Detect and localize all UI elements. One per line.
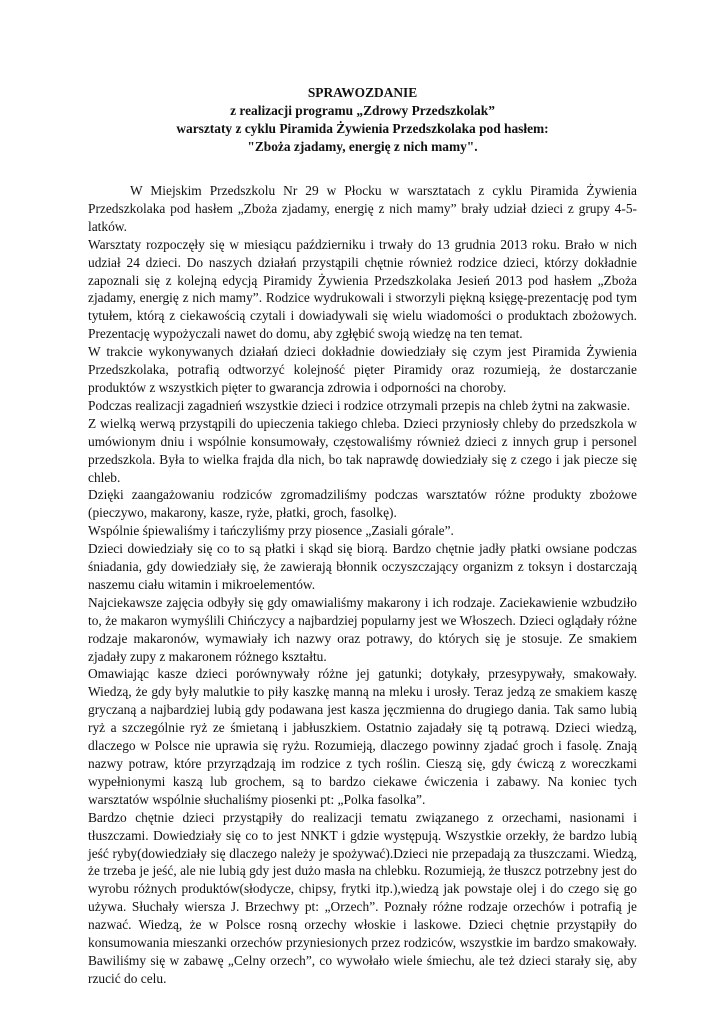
paragraph-song: Wspólnie śpiewaliśmy i tańczyliśmy przy piosence „Zasiali górale”. xyxy=(88,523,454,539)
report-body xyxy=(88,182,637,988)
paragraph-pasta: Najciekawsze zajęcia odbyły się gdy omawialiśmy makarony i ich rodzaje. Zaciekawienie wzbudziło to, że makaron wymyślili Chińczycy a najbardziej popularny jest we Włoszech. Dzieci oglądały różne rodzaje makaronów, wymawiały ich nazwy oraz potrawy, do których się je stosuje. Ze smakiem zjadały zupy z makaronem różnego kształtu. xyxy=(88,594,637,664)
paragraph-recipe: Podczas realizacji zagadnień wszystkie dzieci i rodzice otrzymali przepis na chleb żytni na zakwasie. xyxy=(88,397,631,413)
paragraph-bread-baking: Z wielką werwą przystąpili do upieczenia takiego chleba. Dzieci przyniosły chleby do przedszkola w umówionym dniu i wspólnie konsumowały, częstowaliśmy również dzieci z innych grup i personel przedszkola. Była to wielka frajda dla nich, bo tak naprawdę dowiedziały się z czego i jak piecze się chleb. xyxy=(88,415,637,485)
paragraph-intro: W Miejskim Przedszkolu Nr 29 w Płocku w warsztatach z cyklu Piramida Żywienia Przedszkolaka pod hasłem „Zboża zjadamy, energię z nich mamy” brały udział dzieci z grupy 4-5-latków. xyxy=(88,183,637,234)
report-header xyxy=(88,84,637,156)
paragraph-workshops-duration: Warsztaty rozpoczęły się w miesiącu październiku i trwały do 13 grudnia 2013 roku. Brało w nich udział 24 dzieci. Do naszych działań przystąpili chętnie również rodzice dzieci, którzy dokładnie zapoznali się z kolejną edycją Piramidy Żywienia Przedszkolaka Jesień 2013 pod hasłem „Zboża zjadamy, energię z nich mamy”. Rodzice wydrukowali i stworzyli piękną księgę-prezentację pod tym tytułem, którą z ciekawością czytali i dowiadywali się wielu wiadomości o produktach zbożowych. Prezentację wypożyczali nawet do domu, aby zgłębić swoją wiedzę na ten temat. xyxy=(88,236,637,342)
paragraph-groats: Omawiając kasze dzieci porównywały różne jej gatunki; dotykały, przesypywały, smakowały. Wiedzą, że gdy były malutkie to piły kaszkę manną na mleku i urosły. Teraz jedzą ze smakiem kaszę gryczaną a najbardziej lubią gdy podawana jest kasza jęczmienna do drugiego dania. Tak samo lubią ryż a szczególnie ryż ze śmietaną i jabłuszkiem. Ostatnio zajadały się tą potrawą. Dzieci wiedzą, dlaczego w Polsce nie uprawia się ryżu. Rozumieją, dlaczego powinny zjadać groch i fasolę. Znają nazwy potraw, które przyrządzają im rodzice z tych roślin. Cieszą się, gdy ćwiczą z woreczkami wypełnionymi kaszą lub grochem, są to bardzo ciekawe ćwiczenia i zabawy. Na koniec tych warsztatów wspólnie słuchaliśmy piosenki pt: „Polka fasolka”. xyxy=(88,666,637,807)
paragraph-nuts-fats: Bardzo chętnie dzieci przystąpiły do realizacji tematu związanego z orzechami, nasionami i tłuszczami. Dowiedziały się co to jest NNKT i gdzie występują. Wszystkie orzekły, że bardzo lubią jeść ryby(dowiedziały się dlaczego należy je spożywać).Dzieci nie przepadają za tłuszczami. Wiedzą, że trzeba je jeść, ale nie lubią gdy jest dużo masła na chlebku. Rozumieją, że tłuszcz potrzebny jest do wyrobu różnych produktów(słodycze, chipsy, frytki itp.),wiedzą jak powstaje olej i do czego się go używa. Słuchały wiersza J. Brzechwy pt: „Orzech”. Poznały różne rodzaje orzechów i potrafią je nazwać. Wiedzą, że w Polsce rosną orzechy włoskie i laskowe. Dzieci chętnie przystąpiły do konsumowania mieszanki orzechów przyniesionych przez rodziców, wszystkie im bardzo smakowały. Bawiliśmy się w zabawę „Celny orzech”, co wywołało wiele śmiechu, ale też dzieci starały się, aby rzucić do celu. xyxy=(88,809,637,986)
report-subtitle-motto: "Zboża zjadamy, energię z nich mamy". xyxy=(247,139,478,154)
paragraph-flakes: Dzieci dowiedziały się co to są płatki i skąd się biorą. Bardzo chętnie jadły płatki owsiane podczas śniadania, gdy dowiedziały się, że zawierają błonnik oczyszczający organizm z toksyn i dostarczają naszemu ciału witamin i mikroelementów. xyxy=(88,541,637,592)
paragraph-grain-products: Dzięki zaangażowaniu rodziców zgromadziliśmy podczas warsztatów różne produkty zbożowe (pieczywo, makarony, kasze, ryże, płatki, groch, fasolkę). xyxy=(88,487,637,521)
paragraph-pyramid: W trakcie wykonywanych działań dzieci dokładnie dowiedziały się czym jest Piramida Żywienia Przedszkolaka, potrafią odtworzyć kolejność pięter Piramidy oraz rozumieją, że dostarczanie produktów z wszystkich pięter to gwarancja zdrowia i odporności na choroby. xyxy=(88,344,637,395)
report-subtitle-workshops: warsztaty z cyklu Piramida Żywienia Przedszkolaka pod hasłem: xyxy=(176,121,549,136)
report-title: SPRAWOZDANIE xyxy=(307,85,418,100)
report-subtitle-program: z realizacji programu „Zdrowy Przedszkolak” xyxy=(230,103,495,118)
